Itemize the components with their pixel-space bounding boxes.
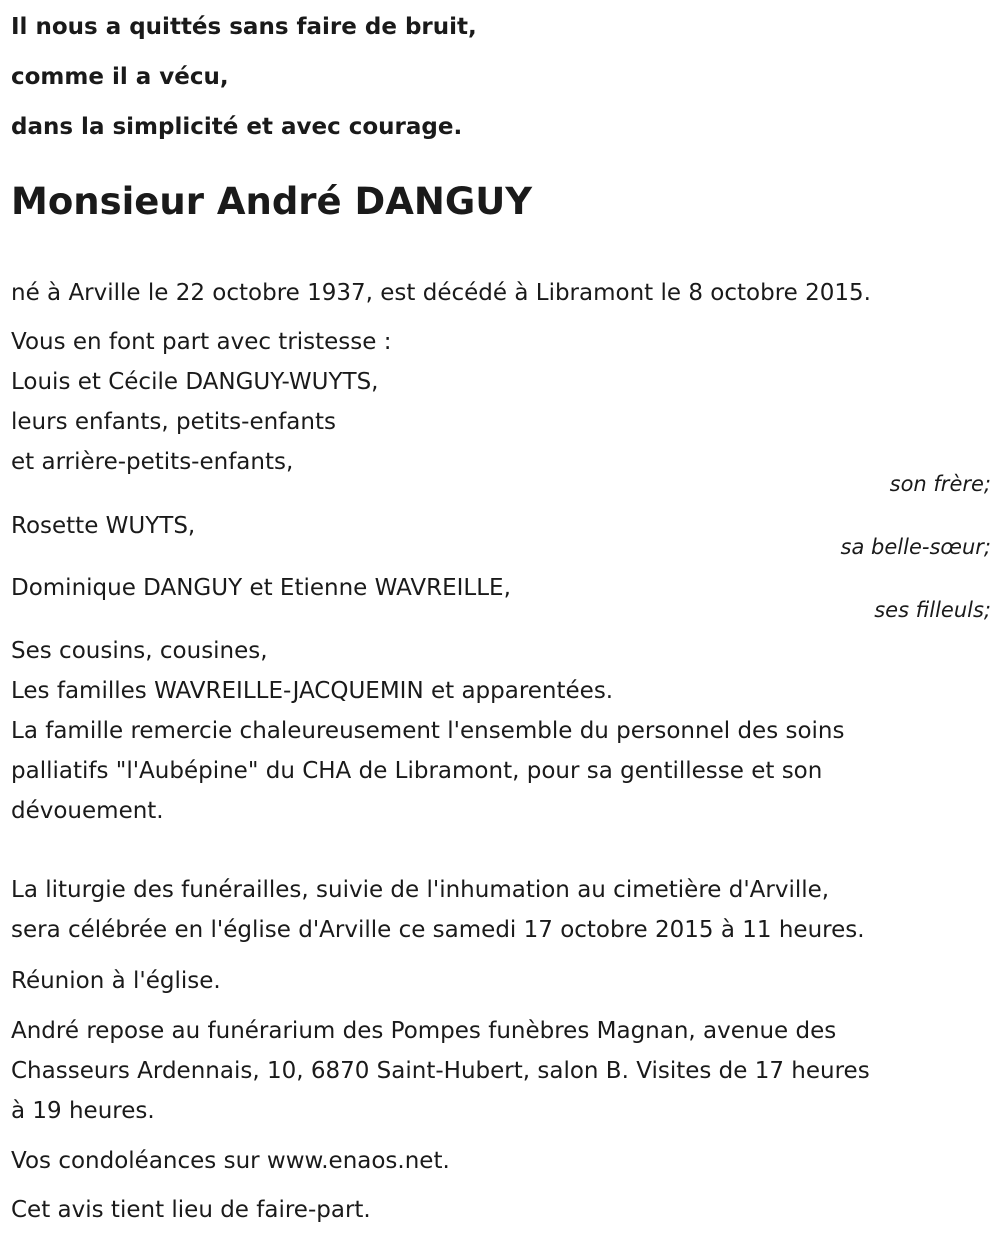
quote-line: dans la simplicité et avec courage. (11, 114, 463, 140)
relation-label: ses filleuls; (874, 598, 991, 622)
thanks-line: dévouement. (11, 798, 164, 824)
notice-line: Cet avis tient lieu de faire-part. (11, 1197, 371, 1223)
meeting-line: Réunion à l'église. (11, 968, 221, 994)
quote-line: Il nous a quittés sans faire de bruit, (11, 14, 477, 40)
obituary-page (11, 0, 991, 1223)
family-block-brother (11, 322, 991, 482)
family-block-others (11, 631, 991, 831)
quote-line: comme il a vécu, (11, 64, 229, 90)
rest-line: à 19 heures. (11, 1098, 155, 1124)
relation-label: son frère; (889, 472, 991, 496)
family-line: et arrière-petits-enfants, (11, 449, 294, 475)
funeral-line: sera célébrée en l'église d'Arville ce samedi 17 octobre 2015 à 11 heures. (11, 917, 865, 943)
family-line: Les familles WAVREILLE-JACQUEMIN et apparentées. (11, 678, 614, 704)
family-line: Louis et Cécile DANGUY-WUYTS, (11, 369, 379, 395)
thanks-line: La famille remercie chaleureusement l'ensemble du personnel des soins (11, 718, 845, 744)
rest-line: André repose au funérarium des Pompes funèbres Magnan, avenue des (11, 1018, 837, 1044)
relation-label: sa belle-sœur; (840, 535, 991, 559)
rest-block (11, 1011, 991, 1131)
deceased-name: Monsieur André DANGUY (11, 180, 533, 223)
funeral-block (11, 870, 991, 950)
family-line: Rosette WUYTS, (11, 513, 196, 539)
family-line: Dominique DANGUY et Etienne WAVREILLE, (11, 575, 511, 601)
family-line: Ses cousins, cousines, (11, 638, 268, 664)
birth-death-line: né à Arville le 22 octobre 1937, est décédé à Libramont le 8 octobre 2015. (11, 280, 871, 306)
thanks-line: palliatifs "l'Aubépine" du CHA de Libramont, pour sa gentillesse et son (11, 758, 823, 784)
family-intro: Vous en font part avec tristesse : (11, 329, 392, 355)
condolences-line: Vos condoléances sur www.enaos.net. (11, 1148, 450, 1174)
family-line: leurs enfants, petits-enfants (11, 409, 336, 435)
funeral-line: La liturgie des funérailles, suivie de l'inhumation au cimetière d'Arville, (11, 877, 830, 903)
epitaph-quote (11, 0, 991, 152)
rest-line: Chasseurs Ardennais, 10, 6870 Saint-Hubert, salon B. Visites de 17 heures (11, 1058, 870, 1084)
